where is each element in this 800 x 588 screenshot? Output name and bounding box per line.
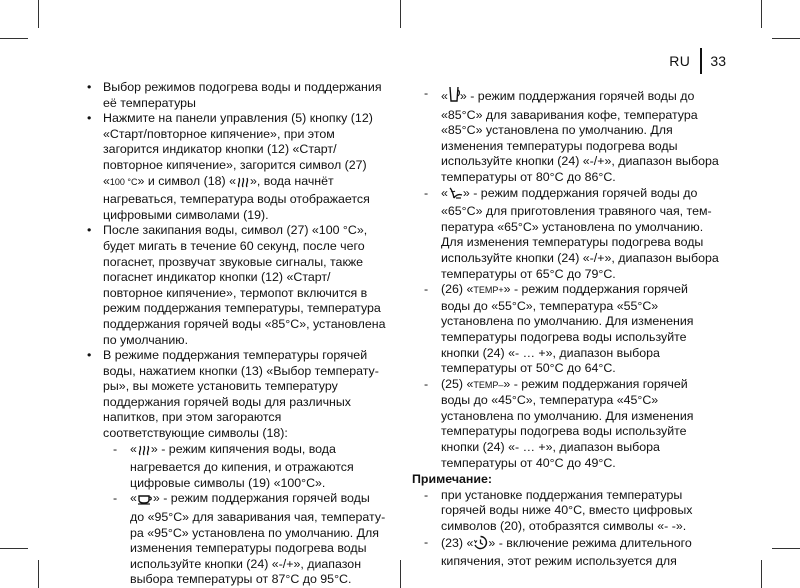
note-heading: Примечание: bbox=[412, 472, 493, 487]
boiling-icon bbox=[137, 443, 151, 461]
crop-mark bbox=[761, 560, 762, 588]
list-item: - « » - режим поддержания горячей воды до «85°C» для заваривания кофе, температура «85°C» установлена по умолчанию. Для изменения температуры подогрева воды используйте кнопки (24) «-/+», диапазон выбора температуры от 80°C до 86°C. bbox=[414, 86, 720, 186]
list-item: - « » - режим поддержания горячей воды до «65°C» для приготовления травяного чая, температура «65°C» установлена по умолчанию. Для изменения температуры подогрева воды используйте кнопки (24) «-/+», диапазон выбора температуры от 65°C до 79°C. bbox=[414, 186, 720, 283]
crop-mark bbox=[400, 560, 401, 588]
long-boil-timer-icon bbox=[473, 535, 488, 555]
list-item: - (26) «TEMP+» - режим поддержания горячей воды до «55°C», температура «55°C» установлена по умолчанию. Для изменения температуры подогрева воды используйте кнопки (24) «- … +», диапазон выбора температуры от 50°C до 64°C. bbox=[414, 282, 720, 377]
crop-mark bbox=[772, 38, 800, 39]
crop-mark bbox=[0, 548, 28, 549]
list-item: • В режиме поддержания температуры горячей воды, нажатием кнопки (13) «Выбор температуры», вы можете установить температуру поддержания горячей воды для различных напитков, при этом загораются соответствующие символы (18): bbox=[86, 348, 386, 442]
temp-plus-symbol: TEMP+ bbox=[473, 285, 504, 296]
crop-mark bbox=[772, 548, 800, 549]
list-item: • После закипания воды, символ (27) «100 °C», будет мигать в течение 60 секунд, после чего погаснет, прозвучат звуковые сигналы, также погаснет индикатор кнопки (12) «Старт/повторное кипячение», термопот включится в режим поддержания температуры, температура поддержания горячей воды «85°C», установлена по умолчанию. bbox=[86, 223, 386, 348]
crop-mark bbox=[761, 0, 762, 28]
herbal-tea-icon bbox=[448, 186, 463, 205]
boiling-icon bbox=[236, 175, 250, 193]
list-item: - « » - режим поддержания горячей воды до «95°C» для заваривания чая, температура «95°C» установлена по умолчанию. Для изменения температуры подогрева воды используйте кнопки (24) «-/+», диапазон выбора температуры от 87°C до 95°C. bbox=[103, 491, 386, 588]
header-divider bbox=[700, 48, 702, 74]
coffee-glass-icon bbox=[448, 86, 460, 108]
list-item: • Нажмите на панели управления (5) кнопку (12) «Старт/повторное кипячение», при этом загорится индикатор кнопки (12) «Старт/повторное кипячение», загорится символ (27) «100 °C» и символ (18) « », вода начнёт нагреваться, температура воды отображается цифровыми символами (19). bbox=[86, 111, 386, 223]
language-code: RU bbox=[669, 53, 691, 69]
temp-minus-symbol: TEMP– bbox=[473, 379, 504, 390]
page-header bbox=[669, 48, 726, 74]
list-item: • Выбор режимов подогрева воды и поддержания её температуры bbox=[86, 80, 386, 111]
right-column bbox=[414, 86, 720, 570]
crop-mark bbox=[0, 38, 28, 39]
100c-symbol: 100 °C bbox=[109, 176, 138, 187]
left-column bbox=[86, 80, 386, 588]
crop-mark bbox=[400, 0, 401, 28]
list-item: - при установке поддержания температуры горячей воды ниже 40°C, вместо цифровых символов (20), отобразятся символы «- -». bbox=[414, 488, 720, 535]
crop-mark bbox=[38, 560, 39, 588]
page-number: 33 bbox=[710, 53, 726, 69]
list-item: - (23) « » - включение режима длительного кипячения, этот режим используется для bbox=[414, 535, 720, 570]
tea-cup-icon bbox=[137, 492, 153, 510]
list-item: - (25) «TEMP–» - режим поддержания горячей воды до «45°C», температура «45°C» установлена по умолчанию. Для изменения температуры подогрева воды используйте кнопки (24) «- … +», диапазон выбора температуры от 40°C до 49°C. bbox=[414, 377, 720, 472]
crop-mark bbox=[38, 0, 39, 28]
list-item: - « » - режим кипячения воды, вода нагревается до кипения, и отражаются цифровые символы (19) «100°C». bbox=[103, 442, 386, 492]
